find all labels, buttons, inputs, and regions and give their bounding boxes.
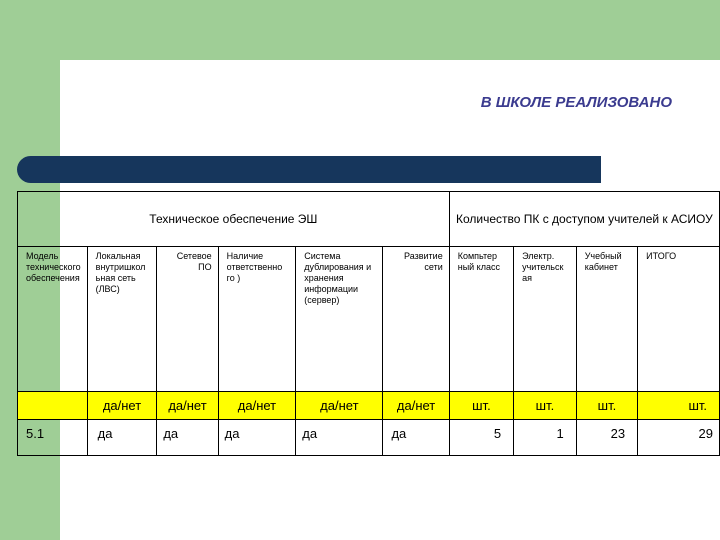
column-header: Модель технического обеспечения [18, 247, 88, 392]
data-cell: да [157, 420, 218, 456]
slide-title: В ШКОЛЕ РЕАЛИЗОВАНО [480, 94, 672, 111]
column-header-row [18, 247, 720, 392]
units-cell: да/нет [383, 392, 449, 420]
units-cell: шт. [638, 392, 720, 420]
data-cell: 5 [449, 420, 513, 456]
column-header: Локальная внутришкол ьная сеть (ЛВС) [87, 247, 157, 392]
group-header-row [18, 192, 720, 247]
data-cell: 1 [514, 420, 577, 456]
tech-group-header: Техническое обеспечение ЭШ [18, 192, 450, 247]
units-cell: да/нет [157, 392, 218, 420]
data-cell: да [296, 420, 383, 456]
units-cell [18, 392, 88, 420]
data-cell: 5.1 [18, 420, 88, 456]
column-header: Учебный кабинет [576, 247, 637, 392]
units-cell: да/нет [296, 392, 383, 420]
data-cell: 23 [576, 420, 637, 456]
data-cell: да [218, 420, 296, 456]
column-header: ИТОГО [638, 247, 720, 392]
pc-group-header: Количество ПК с доступом учителей к АСИОУ [449, 192, 719, 247]
decorative-navy-bar [17, 156, 601, 183]
column-header: Наличие ответственно го ) [218, 247, 296, 392]
data-cell: да [383, 420, 449, 456]
column-header: Развитие сети [383, 247, 449, 392]
top-green-band [60, 0, 720, 60]
column-header: Система дублирования и хранения информации (сервер) [296, 247, 383, 392]
data-cell: 29 [638, 420, 720, 456]
column-header: Компьтер ный класс [449, 247, 513, 392]
column-header: Сетевое ПО [157, 247, 218, 392]
units-cell: шт. [514, 392, 577, 420]
units-cell: шт. [449, 392, 513, 420]
data-cell: да [87, 420, 157, 456]
units-cell: да/нет [87, 392, 157, 420]
column-header: Электр. учительск ая [514, 247, 577, 392]
units-cell: шт. [576, 392, 637, 420]
data-row [18, 420, 720, 456]
units-cell: да/нет [218, 392, 296, 420]
units-row [18, 392, 720, 420]
data-table [17, 191, 720, 456]
